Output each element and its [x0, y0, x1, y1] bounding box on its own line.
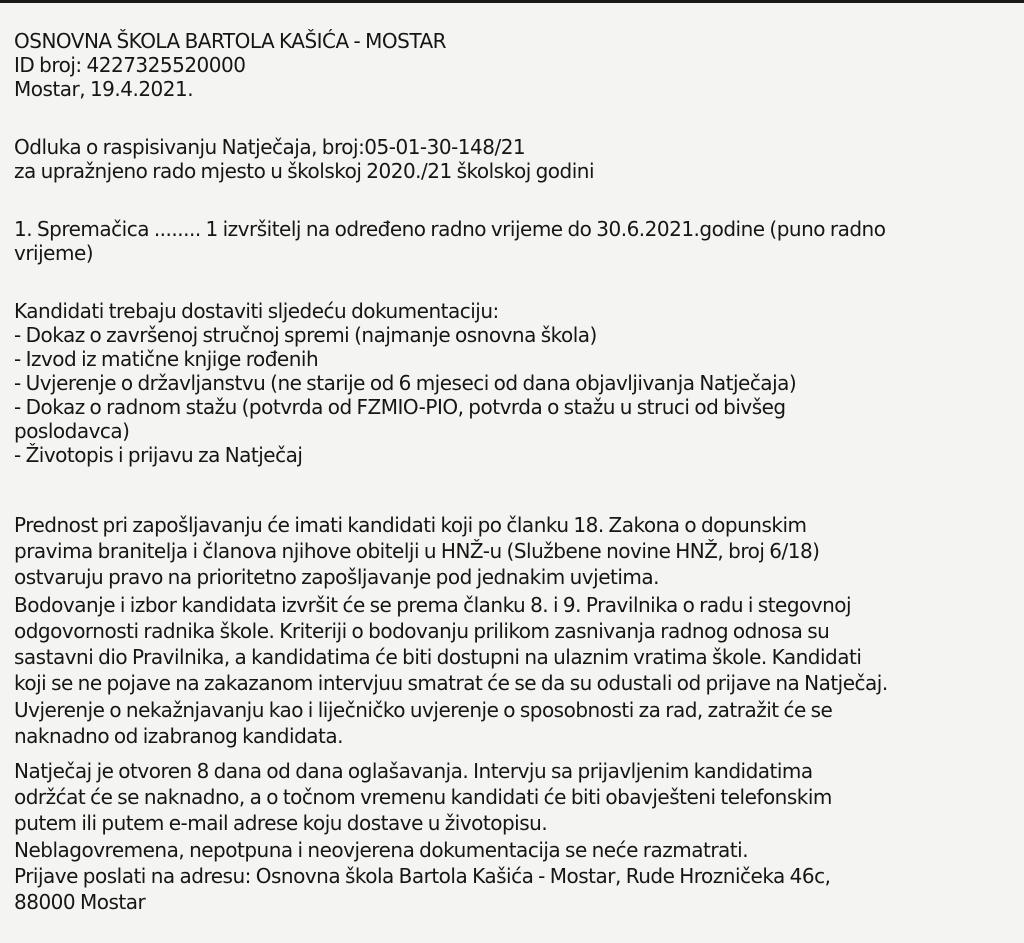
document-item-continued: poslodavca) [14, 419, 130, 443]
body-line: koji se ne pojave na zakazanom intervjuu smatrat će se da su odustali od prijave na Natječaj. [14, 671, 888, 695]
body-line: Uvjerenje o nekažnjavanju kao i liječničko uvjerenje o sposobnosti za rad, zatražit će se [14, 698, 833, 722]
body-line: odgovornosti radnika škole. Kriteriji o bodovanju prilikom zasnivanja radnog odnosa su [14, 619, 830, 643]
place-date: Mostar, 19.4.2021. [14, 77, 194, 101]
document-item: - Životopis i prijavu za Natječaj [14, 443, 303, 467]
body-line: pravima branitelja i članova njihove obitelji u HNŽ-u (Službene novine HNŽ, broj 6/18) [14, 539, 820, 563]
document-item: - Izvod iz matične knjige rođenih [14, 347, 319, 371]
document-item: - Dokaz o radnom stažu (potvrda od FZMIO-PIO, potvrda o stažu u struci od bivšeg [14, 395, 786, 419]
body-line: sastavni dio Pravilnika, a kandidatima će biti dostupni na ulaznim vratima škole. Kandidati [14, 645, 862, 669]
body-line: Natječaj je otvoren 8 dana od dana oglašavanja. Intervju sa prijavljenim kandidatima [14, 759, 813, 783]
body-line: 88000 Mostar [14, 890, 146, 914]
document-item: - Uvjerenje o državljanstvu (ne starije od 6 mjeseci od dana objavljivanja Natječaja) [14, 371, 797, 395]
body-line: Neblagovremena, nepotpuna i neovjerena dokumentacija se neće razmatrati. [14, 838, 749, 862]
body-line: ostvaruju pravo na prioritetno zapošljavanje pod jednakim uvjetima. [14, 565, 659, 589]
position-line-continued: vrijeme) [14, 241, 94, 265]
school-name: OSNOVNA ŠKOLA BARTOLA KAŠIĆA - MOSTAR [14, 29, 447, 53]
documents-intro: Kandidati trebaju dostaviti sljedeću dokumentaciju: [14, 299, 499, 323]
body-line: Prijave poslati na adresu: Osnovna škola Bartola Kašića - Mostar, Rude Hrozničeka 46c, [14, 864, 831, 888]
body-line: Bodovanje i izbor kandidata izvršit će se prema članku 8. i 9. Pravilnika o radu i stegovnoj [14, 593, 852, 617]
id-number: ID broj: 4227325520000 [14, 53, 246, 77]
body-line: naknadno od izabranog kandidata. [14, 724, 343, 748]
body-line: Prednost pri zapošljavanju će imati kandidati koji po članku 18. Zakona o dopunskim [14, 513, 807, 537]
decision-title: Odluka o raspisivanju Natječaja, broj:05-01-30-148/21 [14, 135, 526, 159]
body-line: održćat će se naknadno, a o točnom vremenu kandidati će biti obavješteni telefonskim [14, 785, 832, 809]
body-line: putem ili putem e-mail adrese koju dostave u životopisu. [14, 811, 548, 835]
position-line: 1. Spremačica ........ 1 izvršitelj na određeno radno vrijeme do 30.6.2021.godine (puno radno [14, 217, 886, 241]
decision-subtitle: za upražnjeno rado mjesto u školskoj 2020./21 školskoj godini [14, 159, 595, 183]
document-item: - Dokaz o završenoj stručnoj spremi (najmanje osnovna škola) [14, 323, 597, 347]
